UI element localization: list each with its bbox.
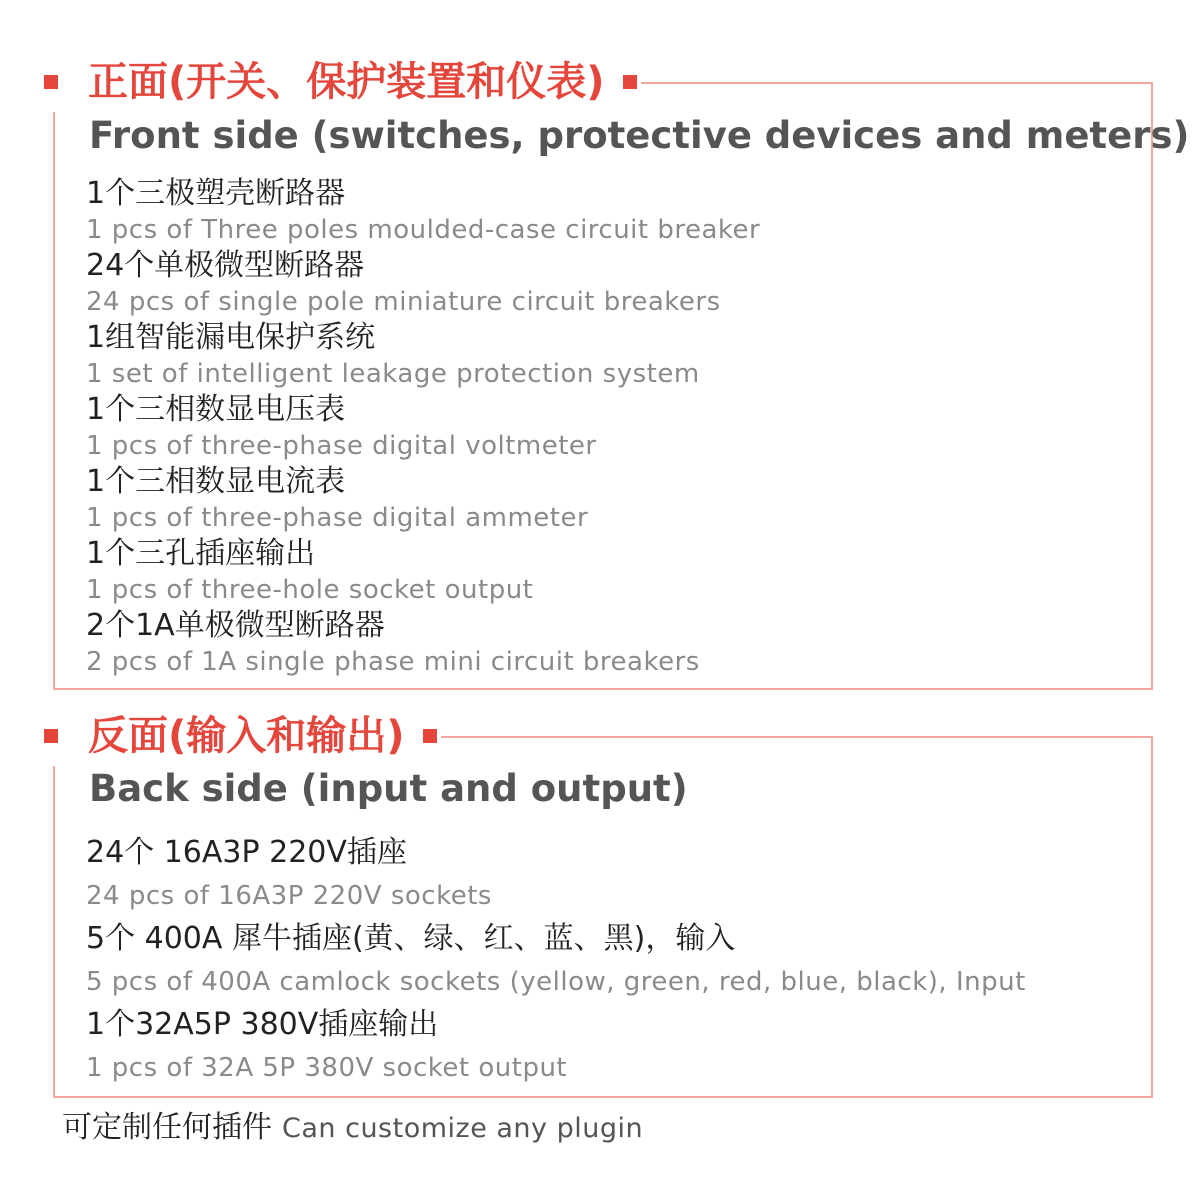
item-cn: 1个三孔插座输出 — [86, 536, 316, 571]
front-section-heading — [44, 52, 641, 112]
back-title-cn: 反面(输入和输出) — [88, 713, 405, 759]
item-cn: 1个三相数显电压表 — [86, 392, 346, 427]
front-title-cn: 正面(开关、保护装置和仪表) — [88, 59, 605, 105]
back-item-list — [86, 830, 1026, 1088]
list-item — [86, 1002, 1026, 1088]
item-cn: 2个1A单极微型断路器 — [86, 608, 385, 643]
front-title-en: Front side (switches, protective devices and meters) — [89, 114, 1190, 157]
list-item — [86, 390, 760, 462]
item-en: 1 pcs of 32A 5P 380V socket output — [86, 1053, 568, 1083]
item-cn: 24个 16A3P 220V插座 — [86, 835, 407, 870]
customize-note — [62, 1104, 643, 1156]
list-item — [86, 246, 760, 318]
front-item-list — [86, 174, 760, 678]
bullet-square-icon — [44, 75, 58, 89]
item-en: 1 pcs of three-hole socket output — [86, 575, 534, 605]
item-cn: 24个单极微型断路器 — [86, 248, 365, 283]
item-cn: 1个三相数显电流表 — [86, 464, 346, 499]
bullet-square-icon — [44, 729, 58, 743]
item-en: 1 set of intelligent leakage protection system — [86, 359, 700, 389]
item-cn: 1个三极塑壳断路器 — [86, 176, 346, 211]
item-en: 1 pcs of three-phase digital ammeter — [86, 503, 589, 533]
item-cn: 5个 400A 犀牛插座(黄、绿、红、蓝、黑)，输入 — [86, 921, 736, 956]
item-cn: 1个32A5P 380V插座输出 — [86, 1007, 439, 1042]
customize-note-en: Can customize any plugin — [282, 1113, 644, 1144]
list-item — [86, 830, 1026, 916]
list-item — [86, 174, 760, 246]
back-section-heading — [44, 706, 441, 766]
item-en: 1 pcs of Three poles moulded-case circuit breaker — [86, 215, 761, 245]
item-cn: 1组智能漏电保护系统 — [86, 320, 376, 355]
list-item — [86, 462, 760, 534]
list-item — [86, 318, 760, 390]
bullet-square-icon — [623, 75, 637, 89]
item-en: 24 pcs of 16A3P 220V sockets — [86, 881, 492, 911]
customize-note-cn: 可定制任何插件 — [62, 1110, 272, 1145]
back-title-en: Back side (input and output) — [89, 767, 688, 810]
list-item — [86, 916, 1026, 1002]
bullet-square-icon — [423, 729, 437, 743]
item-en: 5 pcs of 400A camlock sockets (yellow, green, red, blue, black), Input — [86, 967, 1026, 997]
list-item — [86, 534, 760, 606]
item-en: 24 pcs of single pole miniature circuit breakers — [86, 287, 721, 317]
item-en: 1 pcs of three-phase digital voltmeter — [86, 431, 597, 461]
item-en: 2 pcs of 1A single phase mini circuit breakers — [86, 647, 700, 677]
list-item — [86, 606, 760, 678]
